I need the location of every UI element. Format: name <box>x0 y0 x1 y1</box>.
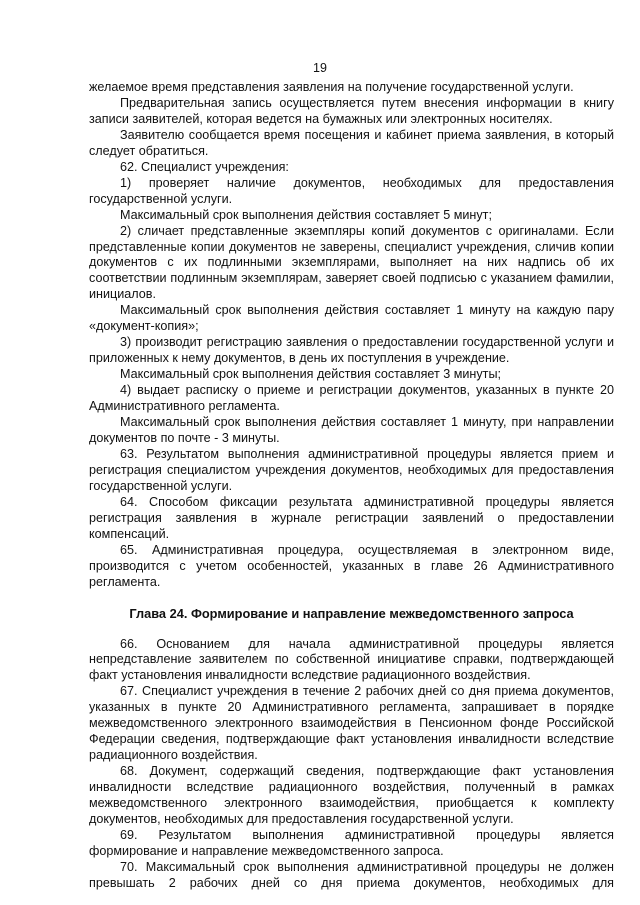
paragraph: 70. Максимальный срок выполнения административной процедуры не должен превышать 2 рабочих дней со дня приема документов, необходимых для <box>89 859 614 890</box>
paragraph: Максимальный срок выполнения действия составляет 3 минуты; <box>120 367 502 382</box>
paragraph: 68. Документ, содержащий сведения, подтверждающие факт установления инвалидности вследствие радиационного воздействия, полученный в рамках межведомственного электронного взаимодействия, приобщается к комплекту документов, необходимых для предоставления государственной услуги. <box>89 764 614 826</box>
paragraph: 65. Административная процедура, осуществляемая в электронном виде, производится с учетом особенностей, указанных в главе 26 Административного регламента. <box>89 542 614 589</box>
paragraph: 66. Основанием для начала административной процедуры является непредставление заявителем по собственной инициативе справки, подтверждающей факт установления инвалидности вследствие радиационного воздействия. <box>89 636 614 683</box>
section-after-heading <box>89 637 614 892</box>
paragraph: 3) производит регистрацию заявления о предоставлении государственной услуги и приложенных к нему документов, в день их поступления в учреждение. <box>89 335 614 366</box>
paragraph: Максимальный срок выполнения действия составляет 5 минут; <box>120 207 492 222</box>
paragraph: Максимальный срок выполнения действия составляет 1 минуту на каждую пару «документ-копия»; <box>89 303 614 334</box>
chapter-heading: Глава 24. Формирование и направление межведомственного запроса <box>129 605 574 621</box>
paragraph: 67. Специалист учреждения в течение 2 рабочих дней со дня приема документов, указанных в пункте 20 Административного регламента, запрашивает в порядке межведомственного электронного взаимодействия в Пенсионном фонде Российской Федерации сведения, подтверждающие факт установления инвалидности вследствие радиационного воздействия. <box>89 684 614 763</box>
paragraph: Максимальный срок выполнения действия составляет 1 минуту, при направлении документов по почте - 3 минуты. <box>89 415 614 445</box>
section-before-heading <box>89 80 614 591</box>
paragraph: 64. Способом фиксации результата административной процедуры является регистрация заявления в журнале регистрации заявлений о предоставлении компенсаций. <box>89 494 614 541</box>
paragraph: желаемое время представления заявления на получение государственной услуги. <box>89 80 574 94</box>
paragraph: 2) сличает представленные экземпляры копий документов с оригиналами. Если представленные копии документов не заверены, специалист учреждения, сличив копии документов с их подлинными экземплярами, выполняет на них надпись об их соответствии подлинным экземплярам, заверяет своей подписью с указанием фамилии, инициалов. <box>89 223 614 302</box>
paragraph: Предварительная запись осуществляется путем внесения информации в книгу записи заявителей, которая ведется на бумажных или электронных носителях. <box>89 95 614 126</box>
paragraph: Заявителю сообщается время посещения и кабинет приема заявления, в который следует обратиться. <box>89 127 614 158</box>
paragraph: 62. Специалист учреждения: <box>120 159 289 174</box>
document-body <box>89 80 614 892</box>
page-number: 19 <box>313 61 327 75</box>
paragraph: 4) выдает расписку о приеме и регистрации документов, указанных в пункте 20 Административного регламента. <box>89 383 614 414</box>
paragraph: 69. Результатом выполнения административной процедуры является формирование и направление межведомственного запроса. <box>89 827 614 858</box>
paragraph: 1) проверяет наличие документов, необходимых для предоставления государственной услуги. <box>89 175 614 206</box>
paragraph: 63. Результатом выполнения административной процедуры является прием и регистрация специалистом учреждения документов, необходимых для предоставления государственной услуги. <box>89 446 614 493</box>
